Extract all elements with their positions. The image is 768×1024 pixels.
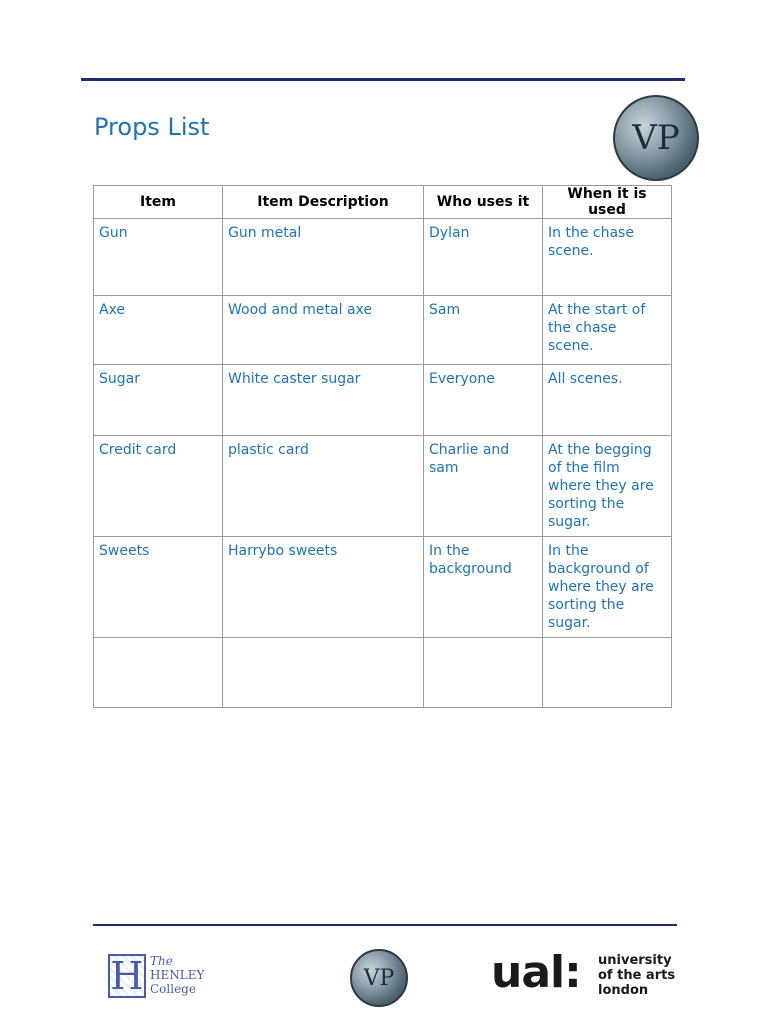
props-table xyxy=(93,185,672,708)
cell-when xyxy=(543,638,672,708)
cell-item xyxy=(94,638,223,708)
cell-when: At the begging of the film where they are sorting the sugar. xyxy=(543,436,672,537)
header-when-it-is-used: When it is used xyxy=(543,186,672,219)
henley-line: The xyxy=(150,954,173,968)
vp-footer-logo: VP xyxy=(350,949,408,1007)
cell-description: Gun metal xyxy=(223,219,424,296)
table-row xyxy=(94,638,672,708)
ual-mark: ual: xyxy=(491,947,581,998)
cell-description: Wood and metal axe xyxy=(223,296,424,365)
header-who-uses-it: Who uses it xyxy=(424,186,543,219)
cell-who: Everyone xyxy=(424,365,543,436)
cell-when: In the chase scene. xyxy=(543,219,672,296)
ual-line: of the arts xyxy=(598,968,676,983)
cell-description xyxy=(223,638,424,708)
cell-item: Credit card xyxy=(94,436,223,537)
table-header-row xyxy=(94,186,672,219)
cell-item: Sweets xyxy=(94,537,223,638)
vp-logo: VP xyxy=(613,95,699,181)
cell-description: Harrybo sweets xyxy=(223,537,424,638)
ual-wordmark xyxy=(598,953,675,998)
cell-item: Axe xyxy=(94,296,223,365)
header-item-description: Item Description xyxy=(223,186,424,219)
henley-wordmark xyxy=(150,954,204,996)
cell-who: Charlie and sam xyxy=(424,436,543,537)
ual-line: london xyxy=(598,983,649,998)
henley-line: College xyxy=(150,982,196,996)
table-row xyxy=(94,365,672,436)
cell-when: In the background of where they are sorting the sugar. xyxy=(543,537,672,638)
top-divider xyxy=(81,78,685,81)
table-row xyxy=(94,436,672,537)
cell-description: White caster sugar xyxy=(223,365,424,436)
table-row xyxy=(94,219,672,296)
cell-who: Sam xyxy=(424,296,543,365)
table-row xyxy=(94,537,672,638)
cell-description: plastic card xyxy=(223,436,424,537)
header-item: Item xyxy=(94,186,223,219)
cell-item: Gun xyxy=(94,219,223,296)
ual-line: university xyxy=(598,953,672,968)
cell-when: All scenes. xyxy=(543,365,672,436)
henley-h-mark: H xyxy=(108,954,146,998)
bottom-divider xyxy=(93,924,677,926)
cell-who: In the background xyxy=(424,537,543,638)
cell-when: At the start of the chase scene. xyxy=(543,296,672,365)
henley-line: HENLEY xyxy=(150,968,205,982)
table-row xyxy=(94,296,672,365)
page-title: Props List xyxy=(94,113,210,141)
henley-college-logo xyxy=(108,954,218,1000)
cell-who xyxy=(424,638,543,708)
ual-logo xyxy=(491,947,681,1001)
cell-who: Dylan xyxy=(424,219,543,296)
cell-item: Sugar xyxy=(94,365,223,436)
